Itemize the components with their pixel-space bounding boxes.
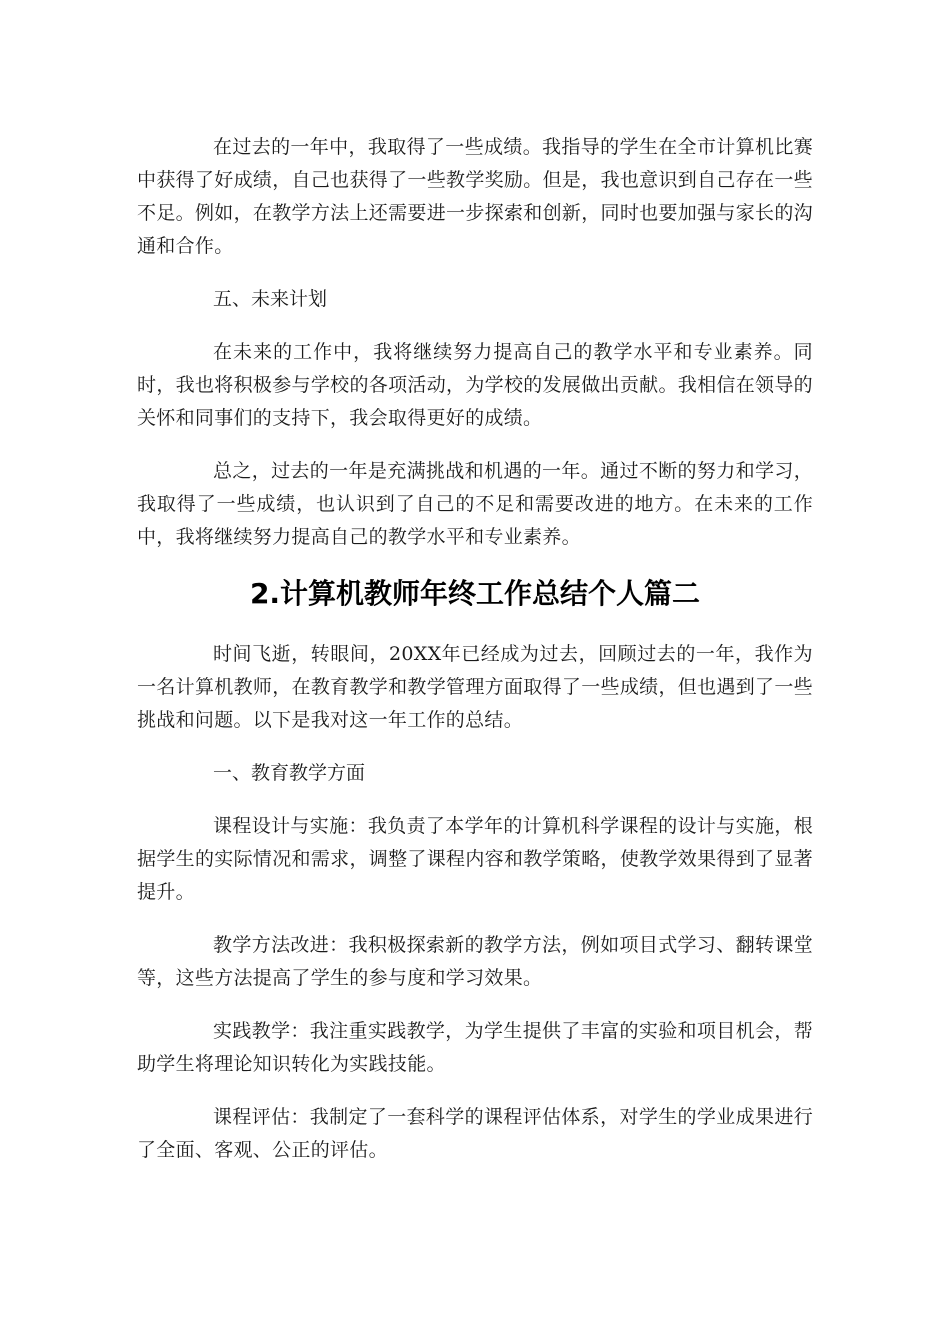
paragraph-summary: 总之，过去的一年是充满挑战和机遇的一年。通过不断的努力和学习，我取得了一些成绩，也认识到了自己的不足和需要改进的地方。在未来的工作中，我将继续努力提高自己的教学水平和专业素养。 (137, 460, 813, 548)
paragraph-course-evaluation: 课程评估：我制定了一套科学的课程评估体系，对学生的学业成果进行了全面、客观、公正的评估。 (137, 1106, 813, 1161)
section-title-teaching: 一、教育教学方面 (213, 762, 366, 784)
paragraph-achievements: 在过去的一年中，我取得了一些成绩。我指导的学生在全市计算机比赛中获得了好成绩，自己也获得了一些教学奖励。但是，我也意识到自己存在一些不足。例如，在教学方法上还需要进一步探索和创新，同时也要加强与家长的沟通和合作。 (137, 136, 813, 257)
paragraph-course-design: 课程设计与实施：我负责了本学年的计算机科学课程的设计与实施，根据学生的实际情况和需求，调整了课程内容和教学策略，使教学效果得到了显著提升。 (137, 815, 813, 903)
section-title-future-plan: 五、未来计划 (213, 288, 328, 310)
document-body (137, 131, 813, 1187)
chapter-heading: 2.计算机教师年终工作总结个人篇二 (249, 577, 701, 610)
paragraph-practice-teaching: 实践教学：我注重实践教学，为学生提供了丰富的实验和项目机会，帮助学生将理论知识转化为实践技能。 (137, 1020, 813, 1075)
paragraph-teaching-method: 教学方法改进：我积极探索新的教学方法，例如项目式学习、翻转课堂等，这些方法提高了学生的参与度和学习效果。 (137, 934, 813, 989)
paragraph-intro: 时间飞逝，转眼间，20XX年已经成为过去，回顾过去的一年，我作为一名计算机教师，在教育教学和教学管理方面取得了一些成绩，但也遇到了一些挑战和问题。以下是我对这一年工作的总结。 (137, 643, 813, 731)
paragraph-future-plan: 在未来的工作中，我将继续努力提高自己的教学水平和专业素养。同时，我也将积极参与学校的各项活动，为学校的发展做出贡献。我相信在领导的关怀和同事们的支持下，我会取得更好的成绩。 (137, 341, 813, 429)
